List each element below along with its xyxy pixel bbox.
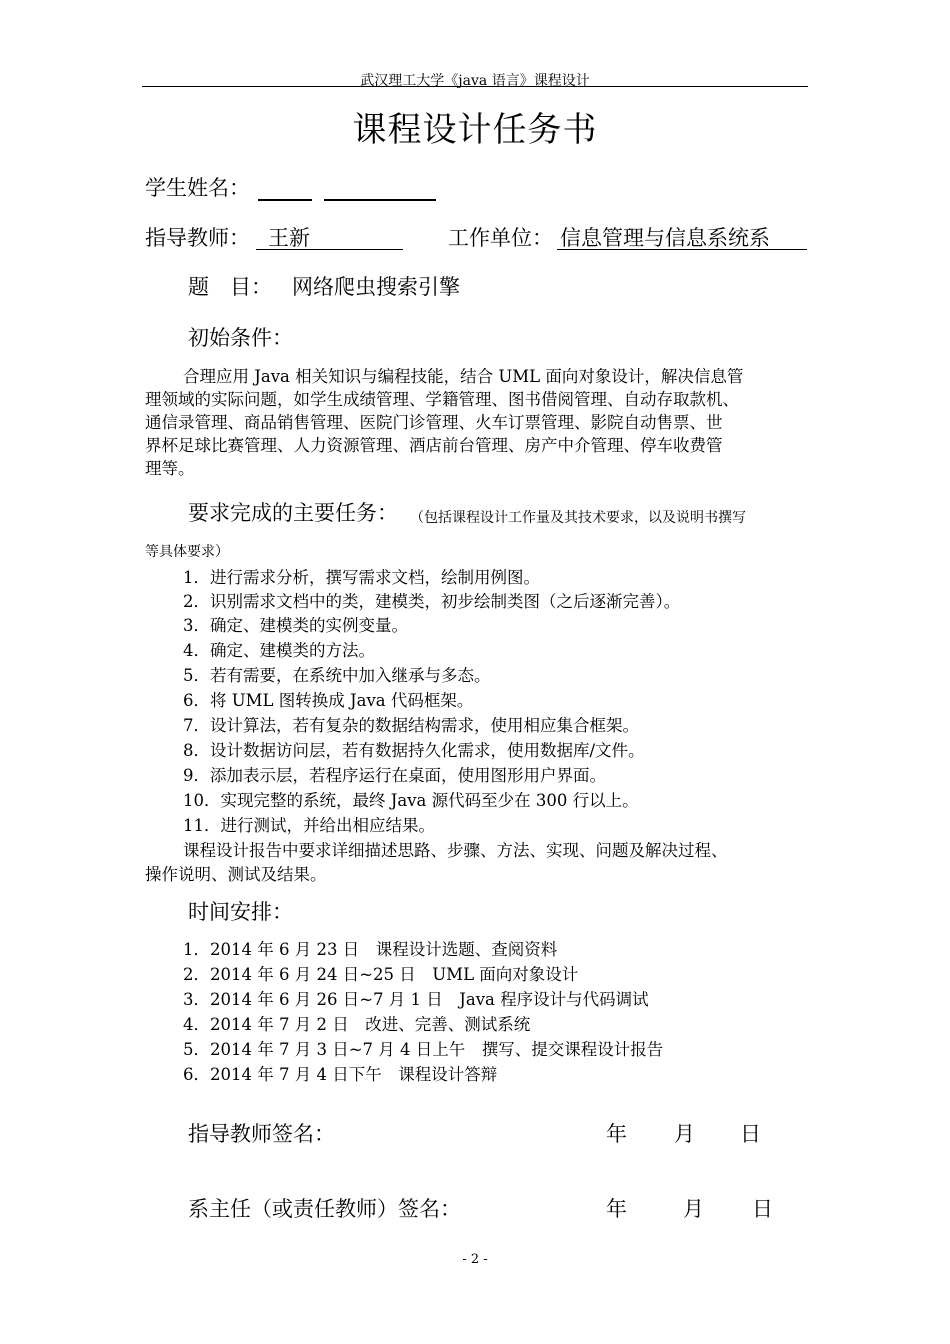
advisor-signature-label: 指导教师签名：	[188, 1122, 335, 1146]
main-tasks-note-2: 等具体要求）	[145, 544, 229, 560]
main-tasks-heading: 要求完成的主要任务：	[188, 501, 398, 525]
task-item-3: 3．确定、建模类的实例变量。	[183, 616, 408, 635]
task-item-7: 7．设计算法，若有复杂的数据结构需求，使用相应集合框架。	[183, 716, 639, 735]
schedule-heading: 时间安排：	[188, 900, 293, 924]
report-requirement-line-1: 课程设计报告中要求详细描述思路、步骤、方法、实现、问题及解决过程、	[183, 841, 728, 860]
initial-conditions-heading: 初始条件：	[188, 326, 293, 350]
work-unit-value: 信息管理与信息系统系	[560, 226, 770, 250]
task-item-2: 2．识别需求文档中的类，建模类，初步绘制类图（之后逐渐完善）。	[183, 592, 681, 611]
schedule-item-4: 4．2014 年 7 月 2 日 改进、完善、测试系统	[183, 1015, 531, 1034]
director-signature-year: 年	[606, 1197, 627, 1221]
task-item-1: 1．进行需求分析，撰写需求文档，绘制用例图。	[183, 568, 540, 587]
header-rule	[142, 86, 808, 87]
document-title: 课程设计任务书	[352, 110, 598, 150]
work-unit-underline	[557, 249, 807, 250]
task-item-11: 11．进行测试，并给出相应结果。	[183, 816, 435, 835]
advisor-name: 王新	[268, 226, 310, 250]
initial-line-5: 理等。	[145, 459, 195, 478]
topic-label: 题 目：	[188, 275, 272, 299]
task-item-4: 4．确定、建模类的方法。	[183, 641, 375, 660]
student-name-label: 学生姓名：	[145, 176, 250, 200]
task-item-10: 10．实现完整的系统，最终 Java 源代码至少在 300 行以上。	[183, 791, 639, 810]
initial-line-3: 通信录管理、商品销售管理、医院门诊管理、火车订票管理、影院自动售票、世	[145, 413, 723, 432]
schedule-item-6: 6．2014 年 7 月 4 日下午 课程设计答辩	[183, 1065, 498, 1084]
schedule-item-2: 2．2014 年 6 月 24 日~25 日 UML 面向对象设计	[183, 965, 579, 984]
initial-line-1: 合理应用 Java 相关知识与编程技能，结合 UML 面向对象设计，解决信息管	[183, 367, 744, 386]
schedule-item-3: 3．2014 年 6 月 26 日~7 月 1 日 Java 程序设计与代码调试	[183, 990, 649, 1009]
work-unit-label: 工作单位：	[448, 226, 553, 250]
topic-value: 网络爬虫搜索引擎	[292, 275, 460, 299]
advisor-signature-day: 日	[740, 1122, 761, 1146]
task-item-5: 5．若有需要，在系统中加入继承与多态。	[183, 666, 491, 685]
schedule-item-1: 1．2014 年 6 月 23 日 课程设计选题、查阅资料	[183, 940, 558, 959]
task-item-6: 6．将 UML 图转换成 Java 代码框架。	[183, 691, 474, 710]
advisor-signature-year: 年	[606, 1122, 627, 1146]
initial-line-4: 界杯足球比赛管理、人力资源管理、酒店前台管理、房产中介管理、停车收费管	[145, 436, 723, 455]
task-item-9: 9．添加表示层，若程序运行在桌面，使用图形用户界面。	[183, 766, 606, 785]
advisor-signature-month: 月	[674, 1122, 695, 1146]
advisor-underline	[256, 249, 403, 250]
schedule-item-5: 5．2014 年 7 月 3 日~7 月 4 日上午 撰写、提交课程设计报告	[183, 1040, 664, 1059]
page-number: - 2 -	[462, 1252, 488, 1267]
report-requirement-line-2: 操作说明、测试及结果。	[145, 865, 327, 884]
initial-line-2: 理领域的实际问题，如学生成绩管理、学籍管理、图书借阅管理、自动存取款机、	[145, 390, 739, 409]
main-tasks-note-1: （包括课程设计工作量及其技术要求，以及说明书撰写	[410, 510, 746, 526]
running-header: 武汉理工大学《java 语言》课程设计	[360, 73, 590, 89]
advisor-label: 指导教师：	[145, 226, 250, 250]
director-signature-label: 系主任（或责任教师）签名：	[188, 1197, 461, 1221]
student-name-blank-2	[324, 199, 436, 201]
director-signature-month: 月	[683, 1197, 704, 1221]
task-item-8: 8．设计数据访问层，若有数据持久化需求，使用数据库/文件。	[183, 741, 645, 760]
student-name-blank-1	[258, 199, 312, 201]
director-signature-day: 日	[752, 1197, 773, 1221]
